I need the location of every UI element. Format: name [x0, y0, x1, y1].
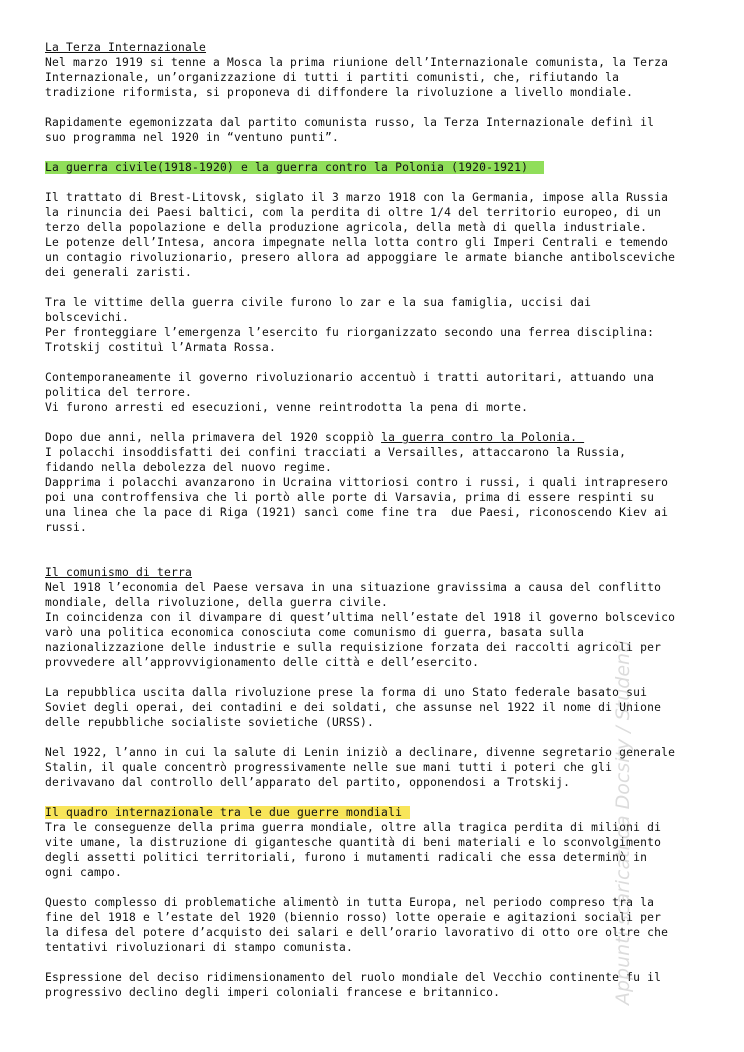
text-line: provvedere all’approvvigionamento delle città e dell’esercito.	[45, 656, 480, 669]
text-line: Rapidamente egemonizzata dal partito comunista russo, la Terza Internazionale definì il	[45, 116, 655, 129]
text-line: tentativi rivoluzionari di stampo comunista.	[45, 941, 354, 954]
text-line: mondiale, della rivoluzione, della guerra civile.	[45, 596, 389, 609]
text-line: ogni campo.	[45, 866, 123, 879]
text-line	[45, 430, 725, 445]
text-line: La repubblica uscita dalla rivoluzione prese la forma di uno Stato federale basato sui	[45, 686, 648, 699]
text-line: Dapprima i polacchi avanzarono in Ucraina vittoriosi contro i russi, i quali intrapresero	[45, 476, 669, 489]
text-line: un contagio rivoluzionario, presero allora ad appoggiare le armate bianche antibolsceviche	[45, 251, 676, 264]
text-line: dei generali zaristi.	[45, 266, 193, 279]
text-line: Contemporaneamente il governo rivoluzionario accentuò i tratti autoritari, attuando una	[45, 371, 655, 384]
text-line: fidando nella debolezza del nuovo regime.	[45, 461, 333, 474]
section-title-terza-internazionale: La Terza Internazionale	[45, 41, 207, 54]
text-line: Nel marzo 1919 si tenne a Mosca la prima riunione dell’Internazionale comunista, la Terza	[45, 56, 669, 69]
text-line: la rinuncia dei Paesi baltici, com la perdita di oltre 1/4 del territorio europeo, di un	[45, 206, 662, 219]
paragraph	[45, 55, 725, 100]
text-line: I polacchi insoddisfatti dei confini tracciati a Versailles, attaccarono la Russia,	[45, 446, 627, 459]
text-line: bolscevichi.	[45, 311, 130, 324]
paragraph	[45, 370, 725, 415]
text-line: Vi furono arresti ed esecuzioni, venne reintrodotta la pena di morte.	[45, 401, 529, 414]
watermark	[612, 545, 636, 1005]
text-line: vite umane, la distruzione di gigantesche quantità di beni materiali e lo sconvolgimento	[45, 836, 662, 849]
text-line: nazionalizzazione delle industrie e sulla requisizione forzata dei raccolti agricoli per	[45, 641, 662, 654]
text-line: Stalin, il quale concentrò progressivamente nelle sue mani tutti i poteri che gli	[45, 761, 613, 774]
text-line: Internazionale, un’organizzazione di tutti i partiti comunisti, che, rifiutando la	[45, 71, 620, 84]
text-line: la difesa del potere d’acquisto dei salari e dell’orario lavorativo di otto ore oltre che	[45, 926, 669, 939]
text-line: In coincidenza con il divampare di quest’ultima nell’estate del 1918 il governo bolscevico	[45, 611, 676, 624]
paragraph	[45, 190, 725, 280]
text-line: terzo della popolazione e della produzione agricola, della metà di quella industriale.	[45, 221, 648, 234]
paragraph	[45, 115, 725, 145]
text-line: fine del 1918 e l’estate del 1920 (biennio rosso) lotte operaie e agitazioni sociali per	[45, 911, 662, 924]
text-line: Tra le conseguenze della prima guerra mondiale, oltre alla tragica perdita di milioni di	[45, 821, 662, 834]
text-line: Per fronteggiare l’emergenza l’esercito fu riorganizzato secondo una ferrea disciplina:	[45, 326, 655, 339]
section-title-quadro-internazionale: Il quadro internazionale tra le due guerre mondiali	[45, 806, 410, 819]
text-line: poi una controffensiva che li portò alle porte di Varsavia, prima di essere respinti su	[45, 491, 655, 504]
text-line: varò una politica economica conosciuta come comunismo di guerra, basata sulla	[45, 626, 585, 639]
text-line: politica del terrore.	[45, 386, 193, 399]
text-line: Nel 1918 l’economia del Paese versava in una situazione gravissima a causa del conflitto	[45, 581, 662, 594]
text-line: tradizione riformista, si proponeva di diffondere la rivoluzione a livello mondiale.	[45, 86, 634, 99]
text-line: derivavano dal controllo dell’apparato del partito, opponendosi a Trotskij.	[45, 776, 571, 789]
text-line: Espressione del deciso ridimensionamento del ruolo mondiale del Vecchio continente fu il	[45, 971, 662, 984]
text-line: Tra le vittime della guerra civile furono lo zar e la sua famiglia, uccisi dai	[45, 296, 592, 309]
section-title-guerra-civile: La guerra civile(1918-1920) e la guerra contro la Polonia (1920-1921)	[45, 161, 544, 174]
text-line: degli assetti politici territoriali, furono i mutamenti radicali che essa determinò in	[45, 851, 648, 864]
text-fragment: Dopo due anni, nella primavera del 1920 scoppiò	[45, 431, 382, 444]
text-line: progressivo declino degli imperi coloniali francese e britannico.	[45, 986, 501, 999]
paragraph	[45, 295, 725, 355]
text-line: Le potenze dell’Intesa, ancora impegnate nella lotta contro gli Imperi Centrali e temendo	[45, 236, 669, 249]
text-line: Questo complesso di problematiche alimentò in tutta Europa, nel periodo compreso tra la	[45, 896, 655, 909]
section-title-comunismo: Il comunismo di terra	[45, 566, 193, 579]
text-line: Trotskij costituì l’Armata Rossa.	[45, 341, 277, 354]
text-line: russi.	[45, 521, 88, 534]
text-line: Il trattato di Brest-Litovsk, siglato il 3 marzo 1918 con la Germania, impose alla Russia	[45, 191, 669, 204]
text-line: suo programma nel 1920 in “ventuno punti”.	[45, 131, 340, 144]
paragraph	[45, 430, 725, 535]
text-line: delle repubbliche socialiste sovietiche (URSS).	[45, 716, 375, 729]
text-line: una linea che la pace di Riga (1921) sancì come fine tra due Paesi, riconoscendo Kiev ai	[45, 506, 669, 519]
watermark-text: Appunti scaricati da Docsity / Studenti	[612, 640, 634, 1005]
underlined-phrase: la guerra contro la Polonia.	[381, 431, 585, 444]
text-line: Soviet degli operai, dei contadini e dei soldati, che assunse nel 1922 il nome di Unione	[45, 701, 662, 714]
text-line: Nel 1922, l’anno in cui la salute di Lenin iniziò a declinare, divenne segretario generale	[45, 746, 676, 759]
